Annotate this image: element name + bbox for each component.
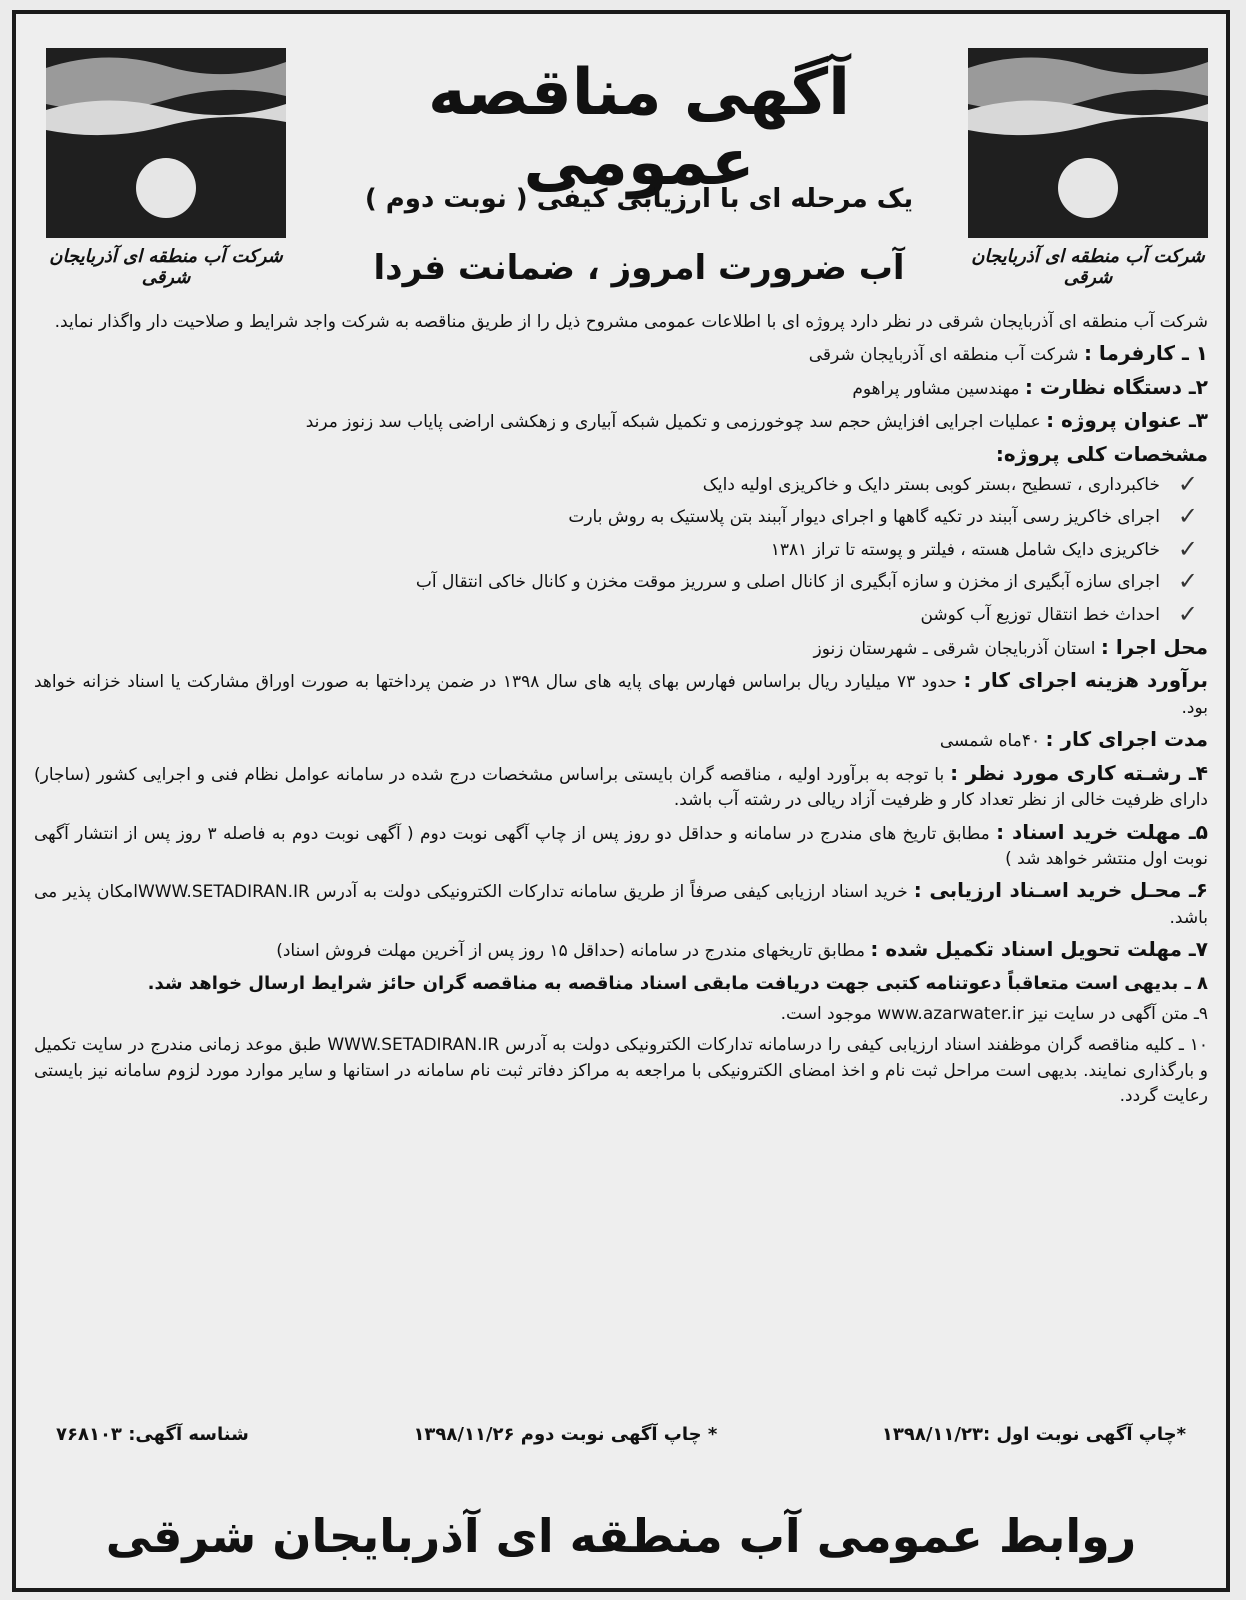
- section4-label: ۴ـ رشـته کاری مورد نظر :: [950, 760, 1209, 785]
- section6-value: خرید اسناد ارزیابی کیفی صرفاً از طریق سامانه تدارکات الکترونیکی دولت به آدرس WWW.SETADIRAN.IRامکان پذیر می باشد.: [34, 882, 1208, 928]
- duration-line: [34, 727, 1208, 754]
- spec-text: خاکبرداری ، تسطیح ،بستر کوبی بستر دایک و خاکریزی اولیه دایک: [702, 475, 1160, 496]
- check-icon: ✓: [1177, 599, 1198, 628]
- first-print-date: *چاپ آگهی نوبت اول :۱۳۹۸/۱۱/۲۳: [881, 1424, 1186, 1445]
- notice-body: [34, 310, 1208, 1116]
- notice-frame: [12, 10, 1230, 1592]
- project-line: [34, 408, 1208, 435]
- supervisor-label: ۲ـ دستگاه نظارت :: [1024, 374, 1208, 399]
- location-line: [34, 635, 1208, 662]
- list-item: [34, 567, 1198, 596]
- section6-line: [34, 878, 1208, 931]
- logo-emblem-icon: [46, 48, 286, 238]
- section8-line: ۸ ـ بدیهی است متعاقباً دعوتنامه کتبی جهت دریافت مابقی اسناد مناقصه به مناقصه گران حائز شرایط ارسال خواهد شد.: [147, 972, 1208, 994]
- estimate-value: حدود ۷۳ میلیارد ریال براساس فهارس بهای پایه های سال ۱۳۹۸ در ضمن پرداختها به صورت اوراق مشارکت یا اسناد خزانه خواهد بود.: [34, 672, 1208, 718]
- spec-text: اجرای سازه آبگیری از مخزن و سازه آبگیری از کانال اصلی و سرریز موقت مخزن و کانال خاکی انتقال آب: [415, 572, 1160, 593]
- check-icon: ✓: [1177, 534, 1198, 563]
- logo-emblem-icon: [968, 48, 1208, 238]
- section5-label: ۵ـ مهلت خرید اسناد :: [996, 819, 1208, 844]
- section7-line: [34, 937, 1208, 964]
- logo-caption-right: شرکت آب منطقه ای آذربایجان شرقی: [971, 246, 1205, 288]
- location-value: استان آذربایجان شرقی ـ شهرستان زنوز: [813, 639, 1096, 660]
- section10-line: ۱۰ ـ کلیه مناقصه گران موظفند اسناد ارزیابی کیفی را درسامانه تدارکات الکترونیکی دولت به آدرس WWW.SETADIRAN.IR طبق موعد زمانی مندرج در سایت تکمیل و بارگذاری نمایند. بدیهی است مراحل ثبت نام و اخذ امضای الکترونیکی با مراجعه به مراکز دفاتر ثبت نام سامانه در استانها و سایر موارد مورد لزوم سامانه نیز بایستی رعایت گردد.: [34, 1035, 1208, 1107]
- project-label: ۳ـ عنوان پروژه :: [1046, 408, 1208, 433]
- check-icon: ✓: [1177, 567, 1198, 596]
- logo-caption-left: شرکت آب منطقه ای آذربایجان شرقی: [49, 246, 283, 288]
- section7-value: مطابق تاریخهای مندرج در سامانه (حداقل ۱۵ روز پس از آخرین مهلت فروش اسناد): [276, 941, 865, 962]
- list-item: [34, 534, 1198, 563]
- check-icon: ✓: [1177, 502, 1198, 531]
- print-dates-row: [56, 1424, 1186, 1445]
- notice-title: آگهی مناقصه عمومی: [428, 56, 850, 201]
- company-logo-right: [968, 48, 1208, 238]
- spec-text: خاکریزی دایک شامل هسته ، فیلتر و پوسته تا تراز ۱۳۸۱: [770, 539, 1160, 560]
- section4-line: [34, 761, 1208, 814]
- specs-list: [34, 470, 1208, 628]
- estimate-label: برآورد هزینه اجرای کار :: [963, 668, 1208, 693]
- section9-line: ۹ـ متن آگهی در سایت نیز www.azarwater.ir موجود است.: [780, 1003, 1208, 1024]
- section6-label: ۶ـ محـل خرید اسـناد ارزیابی :: [913, 878, 1209, 903]
- spec-text: اجرای خاکریز رسی آببند در تکیه گاهها و اجرای دیوار آببند بتن پلاستیک به روش بارت: [568, 507, 1160, 528]
- project-value: عملیات اجرایی افزایش حجم سد چوخورزمی و تکمیل شبکه آبیاری و زهکشی اراضی پایاب سد زنوز مرند: [305, 412, 1041, 433]
- employer-value: شرکت آب منطقه ای آذربایجان شرقی: [808, 345, 1079, 366]
- check-icon: ✓: [1177, 470, 1198, 499]
- section5-value: مطابق تاریخ های مندرج در سامانه و حداقل دو روز پس از چاپ آگهی نوبت دوم ( آگهی نوبت دوم به فاصله ۳ روز پس از انتشار آگهی نوبت اول منتشر خواهد شد ): [34, 823, 1208, 869]
- employer-label: ۱ ـ کارفرما :: [1083, 341, 1208, 366]
- intro-paragraph: شرکت آب منطقه ای آذربایجان شرقی در نظر دارد پروژه ای با اطلاعات عمومی مشروح ذیل را از طریق مناقصه به شرکت واجد شرایط و صلاحیت دار واگذار نماید.: [54, 312, 1208, 332]
- company-logo-left: [46, 48, 286, 238]
- second-print-date: * چاپ آگهی نوبت دوم ۱۳۹۸/۱۱/۲۶: [413, 1424, 718, 1445]
- ad-id: شناسه آگهی: ۷۶۸۱۰۳: [56, 1424, 249, 1445]
- supervisor-line: [34, 375, 1208, 402]
- section4-value: با توجه به برآورد اولیه ، مناقصه گران بایستی براساس مشخصات درج شده در سامانه عوامل نظام فنی و اجرایی کشور (ساجار) دارای ظرفیت خالی از نظر تعداد کار و ظرفیت آزاد ریالی در رشته آب باشد.: [34, 764, 1208, 811]
- notice-slogan: آب ضرورت امروز ، ضمانت فردا: [373, 248, 905, 288]
- employer-line: [34, 341, 1208, 368]
- estimate-line: [34, 668, 1208, 721]
- specs-heading: مشخصات کلی پروژه:: [995, 441, 1208, 466]
- list-item: [34, 502, 1198, 531]
- duration-label: مدت اجرای کار :: [1045, 727, 1208, 752]
- list-item: [34, 599, 1198, 628]
- notice-subtitle: یک مرحله ای با ارزیابی کیفی ( نوبت دوم ): [364, 184, 914, 214]
- section5-line: [34, 820, 1208, 873]
- spec-text: احداث خط انتقال توزیع آب کوشن: [920, 604, 1160, 625]
- supervisor-value: مهندسین مشاور پراهوم: [852, 378, 1020, 399]
- list-item: [34, 470, 1198, 499]
- public-relations-signature: روابط عمومی آب منطقه ای آذربایجان شرقی: [105, 1509, 1137, 1563]
- duration-value: ۴۰ماه شمسی: [939, 731, 1041, 752]
- location-label: محل اجرا :: [1100, 635, 1208, 660]
- section7-label: ۷ـ مهلت تحویل اسناد تکمیل شده :: [870, 937, 1208, 962]
